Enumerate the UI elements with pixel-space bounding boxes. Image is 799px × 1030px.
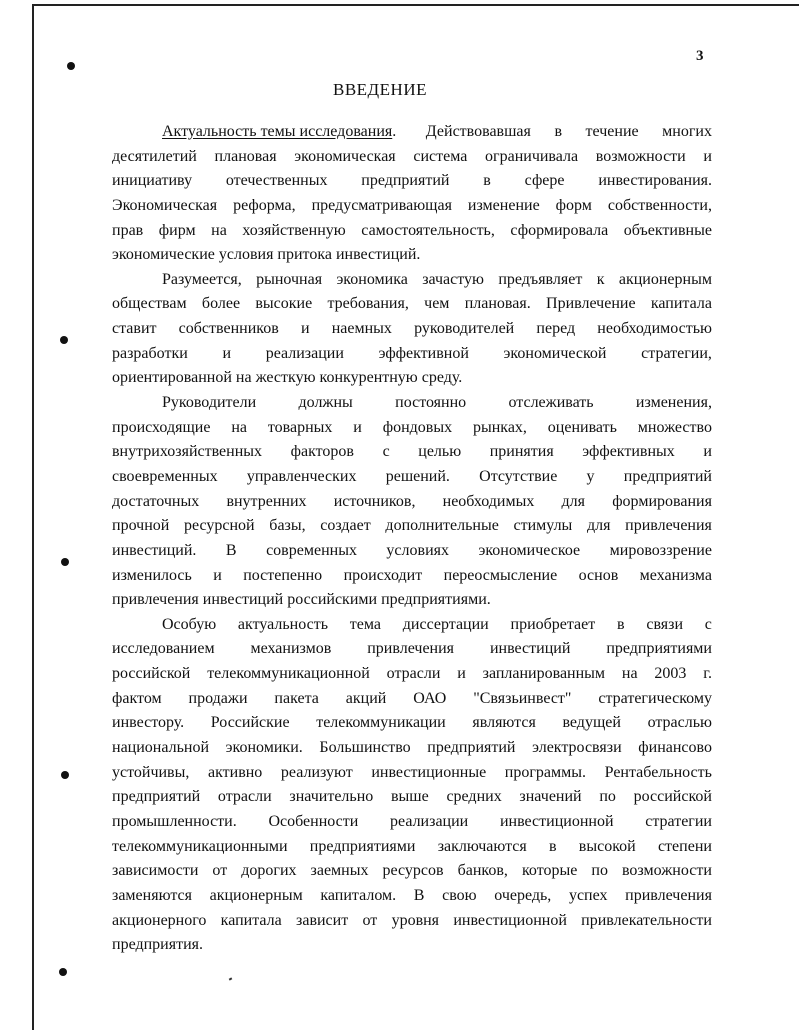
text-line-content: привлечения инвестиций российскими предприятиями. — [112, 591, 491, 609]
text-line — [112, 539, 712, 564]
text-line-content: инициативу отечественных предприятий в сфере инвестирования. — [112, 172, 712, 190]
text-line — [112, 662, 712, 687]
text-line — [112, 711, 712, 736]
text-line — [112, 588, 712, 613]
text-line-content: достаточных внутренних источников, необходимых для формирования — [112, 492, 712, 510]
text-line-content: устойчивы, активно реализуют инвестиционные программы. Рентабельность — [112, 763, 712, 781]
text-line-content: промышленности. Особенности реализации инвестиционной стратегии — [112, 812, 712, 830]
binder-hole — [61, 558, 69, 566]
text-line-content: акционерного капитала зависит от уровня инвестиционной привлекательности — [112, 911, 712, 929]
text-line-content: Руководители должны постоянно отслеживать изменения, — [162, 394, 712, 412]
paragraph — [112, 268, 712, 391]
text-line — [112, 514, 712, 539]
binder-hole — [59, 968, 67, 976]
text-line — [112, 810, 712, 835]
text-line-content: Разумеется, рыночная экономика зачастую предъявляет к акционерным — [162, 270, 712, 288]
text-line-content: фактом продажи пакета акций ОАО "Связьинвест" стратегическому — [112, 689, 712, 707]
page-number: 3 — [696, 48, 704, 64]
text-line — [112, 465, 712, 490]
paragraph — [112, 613, 712, 958]
text-line — [112, 761, 712, 786]
scan-speck — [229, 977, 233, 980]
section-heading-underlined: Актуальность темы исследования — [162, 123, 393, 140]
text-line — [112, 366, 712, 391]
text-line-content: экономические условия притока инвестиций. — [112, 246, 421, 264]
text-line-content: зависимости от дорогих заемных ресурсов банков, которые по возможности — [112, 862, 712, 880]
binder-hole — [60, 336, 68, 344]
text-line-content: . Действовавшая в течение многих — [392, 123, 712, 140]
text-line — [112, 884, 712, 909]
text-line-content: внутрихозяйственных факторов с целью принятия эффективных и — [112, 443, 712, 461]
text-line — [112, 835, 712, 860]
text-line-content: ставит собственников и наемных руководителей перед необходимостью — [112, 320, 712, 338]
text-line-content: разработки и реализации эффективной экономической стратегии, — [112, 344, 712, 362]
text-line — [112, 637, 712, 662]
binder-hole — [67, 62, 75, 70]
text-line — [112, 933, 712, 958]
text-line — [112, 120, 712, 145]
text-line — [112, 391, 712, 416]
document-body — [112, 120, 712, 958]
text-line — [112, 613, 712, 638]
text-line-content: инвестиций. В современных условиях экономическое мировоззрение — [112, 541, 712, 559]
text-line — [112, 342, 712, 367]
text-line-content: Особую актуальность тема диссертации приобретает в связи с — [162, 615, 712, 633]
text-line — [112, 859, 712, 884]
text-line — [112, 687, 712, 712]
text-line-content: ориентированной на жесткую конкурентную среду. — [112, 369, 463, 387]
text-line-content: прочной ресурсной базы, создает дополнительные стимулы для привлечения — [112, 517, 712, 535]
text-line-content: изменилось и постепенно происходит переосмысление основ механизма — [112, 566, 712, 584]
text-line — [112, 317, 712, 342]
text-line — [112, 416, 712, 441]
text-line — [112, 440, 712, 465]
text-line-content: инвестору. Российские телекоммуникации являются ведущей отраслью — [112, 714, 712, 732]
text-line — [112, 268, 712, 293]
text-line — [112, 194, 712, 219]
text-line — [112, 169, 712, 194]
text-line-content: предприятия. — [112, 936, 203, 954]
text-line — [112, 909, 712, 934]
text-line — [112, 490, 712, 515]
text-line-content: своевременных управленческих решений. Отсутствие у предприятий — [112, 467, 712, 485]
text-line-content: происходящие на товарных и фондовых рынках, оценивать множество — [112, 418, 712, 436]
paragraph — [112, 391, 712, 613]
text-line — [112, 243, 712, 268]
page-title: ВВЕДЕНИЕ — [333, 80, 427, 99]
text-line-content: заменяются акционерным капиталом. В свою очередь, успех привлечения — [112, 886, 712, 904]
text-line-content: российской телекоммуникационной отрасли и запланированным на 2003 г. — [112, 665, 712, 683]
text-line-content: исследованием механизмов привлечения инвестиций предприятиями — [112, 640, 712, 658]
scan-border-top — [32, 4, 799, 6]
text-line-content: телекоммуникационными предприятиями заключаются в высокой степени — [112, 837, 712, 855]
text-line-content: Экономическая реформа, предусматривающая изменение форм собственности, — [112, 196, 712, 214]
binder-hole — [61, 771, 69, 779]
text-line — [112, 219, 712, 244]
text-line — [112, 292, 712, 317]
text-line — [112, 145, 712, 170]
scan-border-left — [32, 4, 34, 1030]
paragraph — [112, 120, 712, 268]
text-line — [112, 736, 712, 761]
text-line-content: национальной экономики. Большинство предприятий электросвязи финансово — [112, 739, 712, 757]
text-line-content: десятилетий плановая экономическая система ограничивала возможности и — [112, 147, 712, 165]
text-line — [112, 564, 712, 589]
text-line-content: прав фирм на хозяйственную самостоятельность, сформировала объективные — [112, 221, 712, 239]
text-line-content: обществам более высокие требования, чем плановая. Привлечение капитала — [112, 295, 712, 313]
text-line-content: предприятий отрасли значительно выше средних значений по российской — [112, 788, 712, 806]
text-line — [112, 785, 712, 810]
